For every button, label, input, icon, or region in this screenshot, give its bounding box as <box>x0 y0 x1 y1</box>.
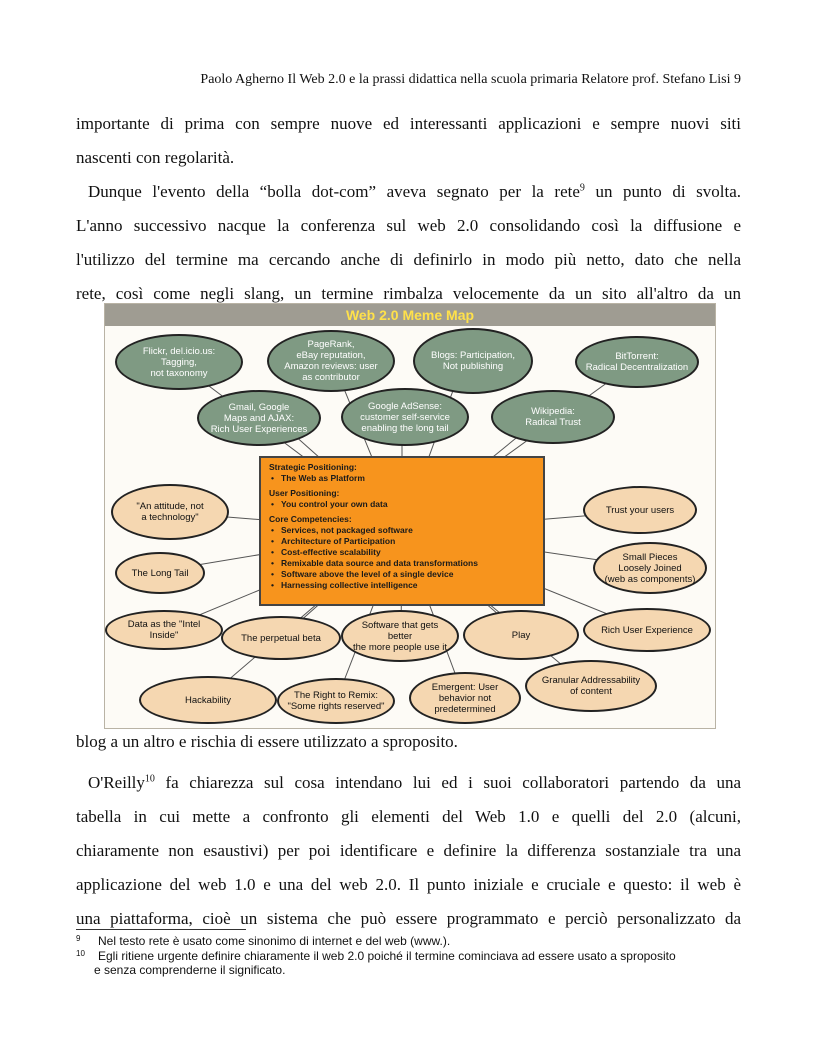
core-item: • Remixable data source and data transformations <box>269 558 535 569</box>
footnote-ref-10: 10 <box>144 773 155 785</box>
core-item: • Services, not packaged software <box>269 525 535 536</box>
footnote-separator <box>76 929 246 930</box>
footnote-text: Nel testo rete è usato come sinonimo di internet e del web (www.). <box>98 934 451 948</box>
node-blogs <box>413 328 533 394</box>
node-emergent <box>409 672 521 724</box>
node-label: Flickr, del.icio.us: Tagging, not taxonomy <box>142 345 216 379</box>
core-item: • Harnessing collective intelligence <box>269 580 535 591</box>
p3-line: chiaramente non esaustivi) per poi identificare e definire la differenza sostanziale tra una <box>76 841 741 860</box>
meme-map-figure <box>104 303 716 729</box>
node-label: Hackability <box>185 694 231 706</box>
p3-line: applicazione del web 1.0 e una del web 2.0. Il punto iniziale e cruciale e questo: il web è <box>76 875 741 894</box>
node-wikipedia <box>491 390 615 444</box>
node-label: Rich User Experience <box>601 624 693 636</box>
node-attitude <box>111 484 229 540</box>
core-list <box>269 499 535 510</box>
node-bittorrent <box>575 336 699 388</box>
node-trust-users <box>583 486 697 534</box>
node-gmail <box>197 390 321 446</box>
node-label: The perpetual beta <box>241 632 321 644</box>
footnote-number: 10 <box>76 949 85 958</box>
core-heading: User Positioning: <box>269 488 340 498</box>
node-pagerank <box>267 330 395 392</box>
node-label: "An attitude, not a technology" <box>136 501 204 523</box>
p2-text: Dunque l'evento della “bolla dot-com” aveva segnato per la rete <box>88 182 580 201</box>
core-competencies-box <box>259 456 545 606</box>
paragraph-1 <box>76 107 741 175</box>
node-label: Play <box>511 629 531 641</box>
node-label: Wikipedia: Radical Trust <box>525 406 581 428</box>
node-label: Software that gets better the more people use it <box>352 619 447 653</box>
node-flickr <box>115 334 243 390</box>
p3-line: una piattaforma, cioè un sistema che può essere programmato e perciò personalizzato da <box>76 909 741 928</box>
node-adsense <box>341 388 469 446</box>
node-intel-inside <box>105 610 223 650</box>
core-item: • Software above the level of a single device <box>269 569 535 580</box>
node-label: Data as the "Intel Inside" <box>127 619 201 641</box>
node-perpetual-beta <box>221 616 341 660</box>
footnote-text: Egli ritiene urgente definire chiaramente il web 2.0 poiché il termine cominciava ad essere usato a sproposito <box>98 949 676 963</box>
node-label: PageRank, eBay reputation, Amazon reviews: user as contributor <box>284 339 378 383</box>
core-heading: Strategic Positioning: <box>269 462 357 472</box>
node-label: Blogs: Participation, Not publishing <box>431 350 515 372</box>
node-label: Trust your users <box>605 504 675 516</box>
paragraph-3 <box>76 766 741 936</box>
p2-line: L'anno successivo nacque la conferenza sul web 2.0 consolidando così la diffusione e <box>76 216 741 235</box>
p3-line <box>76 766 741 800</box>
core-list <box>269 525 535 591</box>
p1-line: importante di prima con sempre nuove ed interessanti applicazioni e sempre nuovi siti <box>76 114 741 133</box>
node-label: The Long Tail <box>131 567 189 579</box>
running-header: Paolo Agherno Il Web 2.0 e la prassi didattica nella scuola primaria Relatore prof. Stefano Lisi 9 <box>200 72 741 87</box>
node-label: Gmail, Google Maps and AJAX: Rich User Experiences <box>210 401 308 435</box>
node-software-better <box>341 610 459 662</box>
paragraph-2-end <box>76 725 741 759</box>
p2-text: un punto di svolta. <box>584 182 741 201</box>
node-play <box>463 610 579 660</box>
core-item: • You control your own data <box>269 499 535 510</box>
node-hackability <box>139 676 277 724</box>
core-item: • Cost-effective scalability <box>269 547 535 558</box>
p1-line: nascenti con regolarità. <box>76 148 235 167</box>
node-granular <box>525 660 657 712</box>
node-rich-experience <box>583 608 711 652</box>
node-right-to-remix <box>277 678 395 724</box>
core-item: • The Web as Platform <box>269 473 535 484</box>
node-label: The Right to Remix: "Some rights reserved" <box>287 690 385 712</box>
p2-line: l'utilizzo del termine ma cercando anche di definirlo in modo più netto, dato che nella <box>76 250 741 269</box>
footnote-text: e senza comprenderne il significato. <box>94 963 286 977</box>
footnote-ref-9: 9 <box>579 182 585 194</box>
core-item: • Architecture of Participation <box>269 536 535 547</box>
paragraph-2 <box>76 175 741 311</box>
meme-map-title: Web 2.0 Meme Map <box>105 304 715 326</box>
core-heading: Core Competencies: <box>269 514 352 524</box>
node-long-tail <box>115 552 205 594</box>
node-label: Google AdSense: customer self-service enabling the long tail <box>360 400 450 434</box>
node-label: BitTorrent: Radical Decentralization <box>585 351 689 373</box>
core-list <box>269 473 535 484</box>
p3-line: tabella in cui mette a confronto gli elementi del Web 1.0 e quelli del 2.0 (alcuni, <box>76 807 741 826</box>
node-small-pieces <box>593 542 707 594</box>
node-label: Small Pieces Loosely Joined (web as components) <box>604 551 696 585</box>
p3-text: O'Reilly <box>88 773 145 792</box>
node-label: Granular Addressability of content <box>541 675 641 697</box>
p2-line: rete, così come negli slang, un termine rimbalza velocemente da un sito all'altro da un <box>76 284 741 303</box>
p3-text: fa chiarezza sul cosa intendano lui ed i suoi collaboratori partendo da una <box>154 773 741 792</box>
node-label: Emergent: User behavior not predetermined <box>431 681 499 715</box>
p2-line: blog a un altro e rischia di essere utilizzato a sproposito. <box>76 732 458 751</box>
p2-line <box>76 175 741 209</box>
footnote-number: 9 <box>76 934 81 943</box>
